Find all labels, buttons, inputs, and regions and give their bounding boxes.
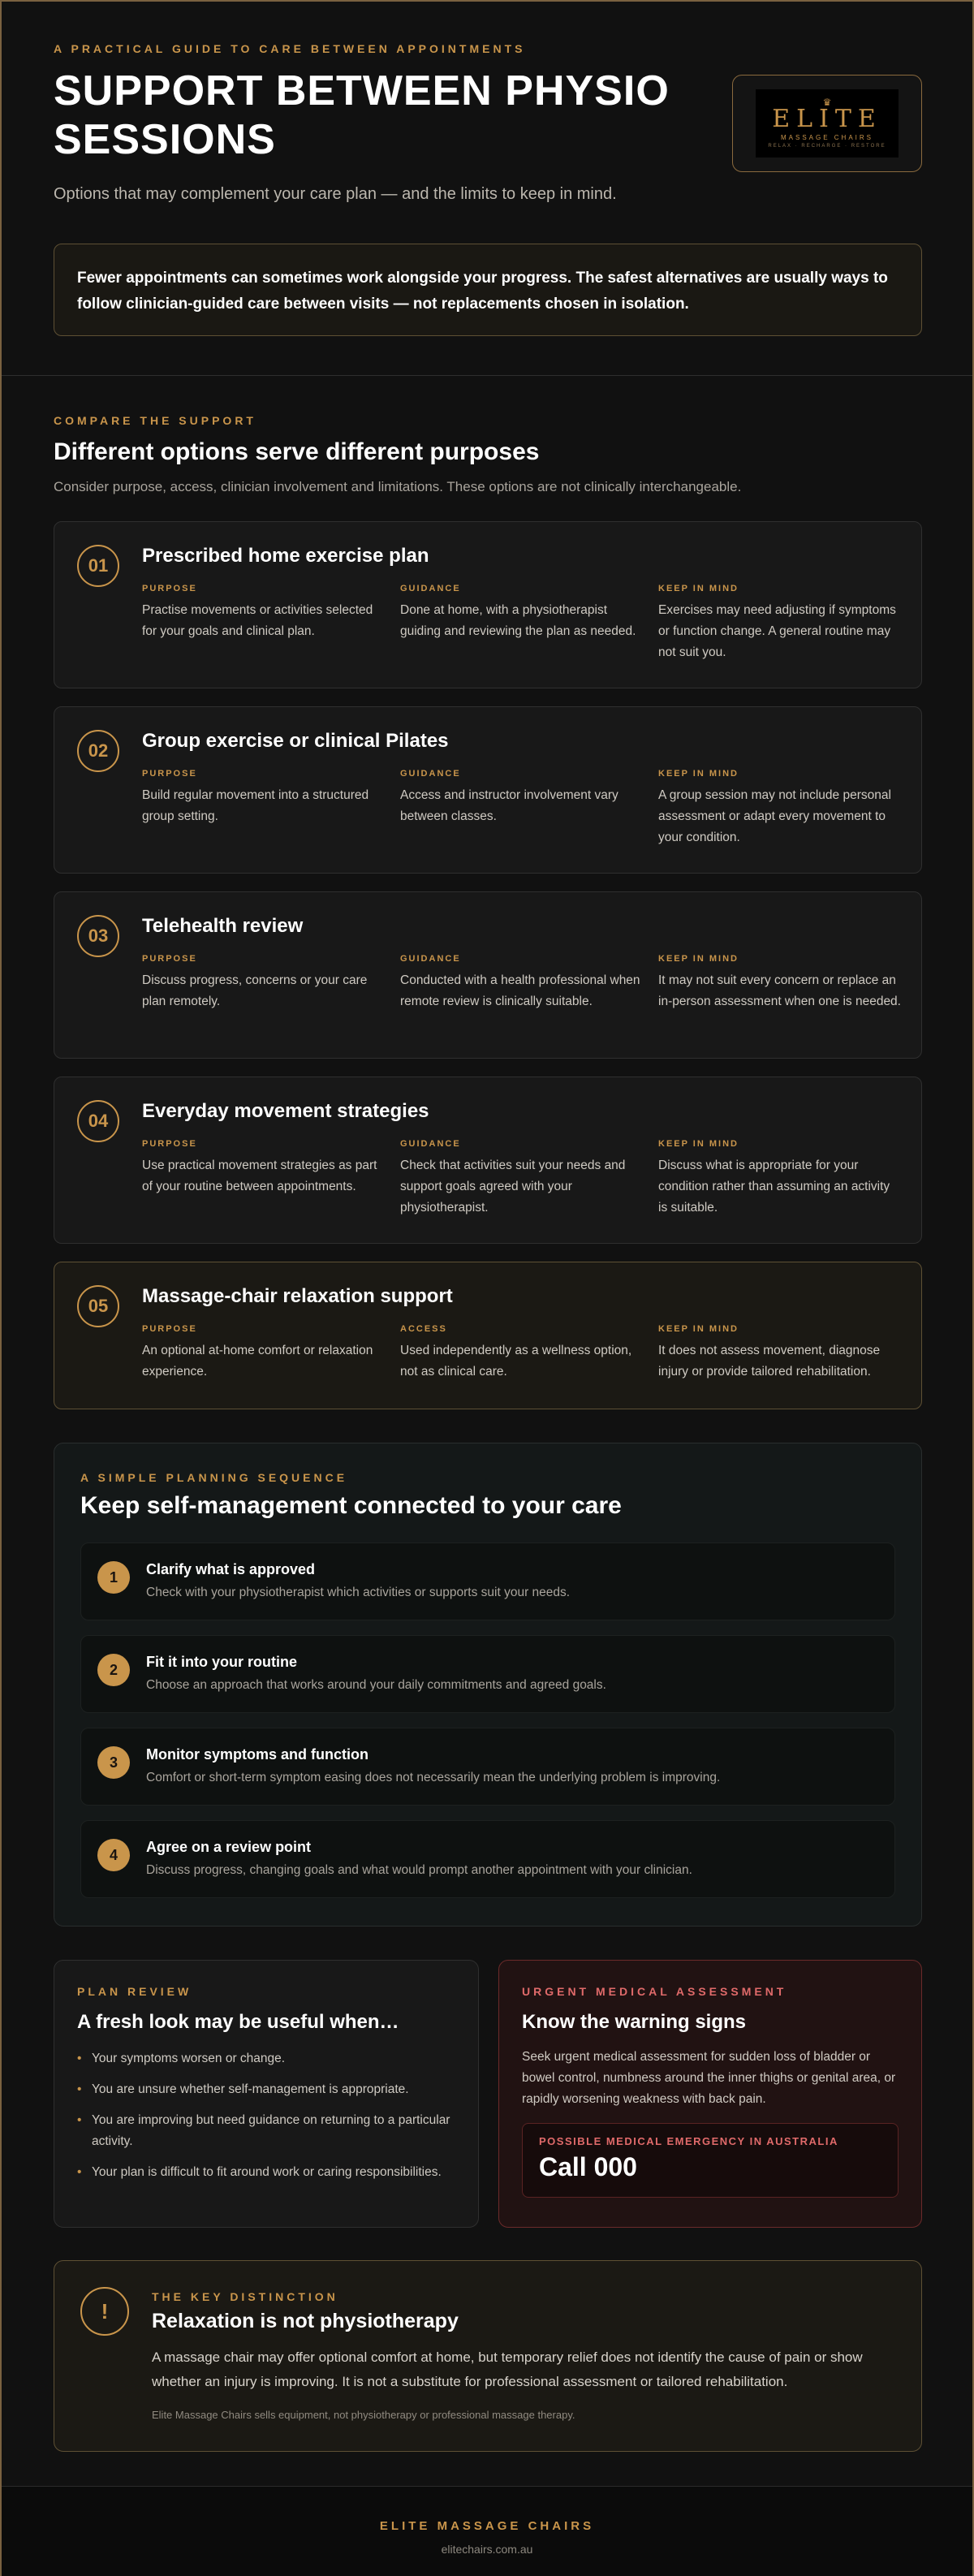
disclaimer: Elite Massage Chairs sells equipment, not physiotherapy or professional massage therapy. — [152, 2409, 575, 2421]
sequence-step — [80, 1543, 895, 1620]
logo-subtitle: MASSAGE CHAIRS — [780, 134, 873, 141]
exclamation-icon: ! — [80, 2287, 129, 2336]
option-purpose — [142, 584, 386, 642]
option-number: 05 — [77, 1285, 119, 1327]
column-label: PURPOSE — [142, 1139, 197, 1149]
column-label: KEEP IN MIND — [658, 1324, 739, 1334]
footer-link[interactable]: elitechairs.com.au — [441, 2543, 533, 2556]
compare-header — [54, 414, 741, 495]
sequence-eyebrow: A SIMPLE PLANNING SEQUENCE — [80, 1471, 348, 1484]
column-text: Check that activities suit your needs and support goals agreed with your physiotherapist. — [400, 1159, 626, 1215]
option-number: 02 — [77, 730, 119, 772]
option-keep-in-mind — [658, 584, 902, 663]
step-title: Agree on a review point — [146, 1839, 312, 1855]
column-text: Used independently as a wellness option, not as clinical care. — [400, 1344, 632, 1379]
emergency-label: POSSIBLE MEDICAL EMERGENCY IN AUSTRALIA — [539, 2135, 838, 2147]
option-title: Prescribed home exercise plan — [142, 545, 429, 567]
urgent-eyebrow: URGENT MEDICAL ASSESSMENT — [522, 1985, 787, 1998]
option-title: Group exercise or clinical Pilates — [142, 730, 449, 752]
hero-eyebrow: A PRACTICAL GUIDE TO CARE BETWEEN APPOINTMENTS — [54, 42, 526, 55]
logo-badge — [756, 89, 899, 157]
column-text: Exercises may need adjusting if symptoms or function change. A general routine may not suit you. — [658, 603, 896, 659]
distinction-text: A massage chair may offer optional comfort at home, but temporary relief does not identify the cause of pain or show whether an injury is improving. It is not a substitute for professional assessment or tailored rehabilitation. — [152, 2349, 863, 2389]
column-label: KEEP IN MIND — [658, 1139, 739, 1149]
column-label: KEEP IN MIND — [658, 954, 739, 964]
option-number: 01 — [77, 545, 119, 587]
option-keep-in-mind — [658, 769, 902, 848]
footer-brand: ELITE MASSAGE CHAIRS — [379, 2519, 595, 2533]
option-title: Everyday movement strategies — [142, 1100, 429, 1122]
option-guidance — [400, 769, 644, 827]
option-access — [400, 1324, 644, 1383]
column-label: GUIDANCE — [400, 584, 461, 593]
step-number: 2 — [97, 1654, 130, 1686]
sequence-title: Keep self-management connected to your care — [80, 1492, 622, 1519]
list-item: • You are improving but need guidance on returning to a particular activity. — [77, 2110, 455, 2152]
column-text: Access and instructor involvement vary between classes. — [400, 788, 618, 823]
column-label: PURPOSE — [142, 769, 197, 779]
logo-tagline: RELAX · RECHARGE · RESTORE — [768, 144, 886, 149]
option-guidance — [400, 954, 644, 1012]
sequence-step — [80, 1635, 895, 1713]
step-title: Monitor symptoms and function — [146, 1746, 368, 1763]
hero-subtitle: Options that may complement your care plan — and the limits to keep in mind. — [54, 185, 617, 203]
list-item: • Your plan is difficult to fit around work or caring responsibilities. — [77, 2162, 455, 2183]
column-label: PURPOSE — [142, 954, 197, 964]
sequence-step — [80, 1820, 895, 1898]
option-card — [54, 521, 922, 688]
column-label: GUIDANCE — [400, 1139, 461, 1149]
column-label: PURPOSE — [142, 1324, 197, 1334]
option-keep-in-mind — [658, 1324, 902, 1383]
list-item: • Your symptoms worsen or change. — [77, 2048, 455, 2069]
hero — [54, 42, 922, 204]
sequence-step — [80, 1728, 895, 1806]
option-purpose — [142, 769, 386, 827]
review-list — [77, 2048, 455, 2183]
column-text: Practise movements or activities selected for your goals and clinical plan. — [142, 603, 373, 638]
option-card-featured — [54, 1262, 922, 1409]
step-description: Choose an approach that works around your daily commitments and agreed goals. — [146, 1678, 606, 1692]
compare-title: Different options serve different purposes — [54, 438, 540, 465]
column-text: Discuss what is appropriate for your condition rather than assuming an activity is suitable. — [658, 1159, 890, 1215]
column-text: Use practical movement strategies as part of your routine between appointments. — [142, 1159, 377, 1193]
page-title: SUPPORT BETWEEN PHYSIO SESSIONS — [54, 67, 670, 163]
column-label: ACCESS — [400, 1324, 447, 1334]
column-label: GUIDANCE — [400, 769, 461, 779]
distinction-eyebrow: THE KEY DISTINCTION — [152, 2290, 338, 2303]
column-label: KEEP IN MIND — [658, 584, 739, 593]
step-description: Discuss progress, changing goals and what would prompt another appointment with your clinician. — [146, 1863, 692, 1877]
column-text: It does not assess movement, diagnose injury or provide tailored rehabilitation. — [658, 1344, 881, 1379]
urgent-title: Know the warning signs — [522, 2011, 747, 2033]
column-text: Done at home, with a physiotherapist guiding and reviewing the plan as needed. — [400, 603, 636, 638]
option-guidance — [400, 1139, 644, 1219]
column-label: GUIDANCE — [400, 954, 461, 964]
logo-wordmark: ELITE — [772, 105, 882, 133]
distinction-title: Relaxation is not physiotherapy — [152, 2310, 459, 2332]
column-label: KEEP IN MIND — [658, 769, 739, 779]
step-number: 1 — [97, 1561, 130, 1594]
plan-review-card — [54, 1960, 479, 2228]
brand-logo — [732, 75, 922, 172]
option-card — [54, 1077, 922, 1244]
compare-intro: Consider purpose, access, clinician involvement and limitations. These options are not clinically interchangeable. — [54, 479, 742, 494]
option-keep-in-mind — [658, 954, 902, 1012]
column-text: Discuss progress, concerns or your care plan remotely. — [142, 973, 368, 1008]
column-text: A group session may not include personal assessment or adapt every movement to your condition. — [658, 788, 891, 844]
column-text: Conducted with a health professional when remote review is clinically suitable. — [400, 973, 640, 1008]
option-card — [54, 891, 922, 1059]
option-title: Telehealth review — [142, 915, 304, 937]
option-number: 03 — [77, 915, 119, 957]
key-distinction-card — [54, 2260, 922, 2452]
option-number: 04 — [77, 1100, 119, 1142]
emergency-box — [522, 2123, 899, 2198]
column-label: PURPOSE — [142, 584, 197, 593]
column-text: Build regular movement into a structured group setting. — [142, 788, 369, 823]
column-text: An optional at-home comfort or relaxation experience. — [142, 1344, 373, 1379]
option-guidance — [400, 584, 644, 642]
review-eyebrow: PLAN REVIEW — [77, 1985, 192, 1998]
option-purpose — [142, 1139, 386, 1197]
step-title: Fit it into your routine — [146, 1654, 297, 1670]
planning-sequence — [54, 1443, 922, 1927]
option-card — [54, 706, 922, 874]
option-title: Massage-chair relaxation support — [142, 1285, 453, 1307]
footer — [2, 2486, 972, 2576]
option-purpose — [142, 954, 386, 1012]
step-number: 4 — [97, 1839, 130, 1871]
column-text: It may not suit every concern or replace an in-person assessment when one is needed. — [658, 973, 901, 1008]
crown-icon: ♛ — [822, 97, 832, 108]
step-description: Comfort or short-term symptom easing does not necessarily mean the underlying problem is improving. — [146, 1771, 721, 1784]
urgent-assessment-card — [498, 1960, 922, 2228]
step-title: Clarify what is approved — [146, 1561, 316, 1577]
step-description: Check with your physiotherapist which activities or supports suit your needs. — [146, 1586, 571, 1599]
option-purpose — [142, 1324, 386, 1383]
urgent-text: Seek urgent medical assessment for sudden loss of bladder or bowel control, numbness around the inner thighs or genital area, or rapidly worsening weakness with back pain. — [522, 2050, 896, 2106]
section-divider — [2, 375, 972, 376]
review-title: A fresh look may be useful when… — [77, 2011, 399, 2033]
step-number: 3 — [97, 1746, 130, 1779]
emergency-call: Call 000 — [539, 2152, 637, 2181]
intro-callout: Fewer appointments can sometimes work alongside your progress. The safest alternatives are usually ways to follow clinician-guided care between visits — not replacements chosen in isolation. — [54, 244, 922, 336]
compare-eyebrow: COMPARE THE SUPPORT — [54, 414, 256, 427]
list-item: • You are unsure whether self-management is appropriate. — [77, 2079, 455, 2100]
option-keep-in-mind — [658, 1139, 902, 1219]
